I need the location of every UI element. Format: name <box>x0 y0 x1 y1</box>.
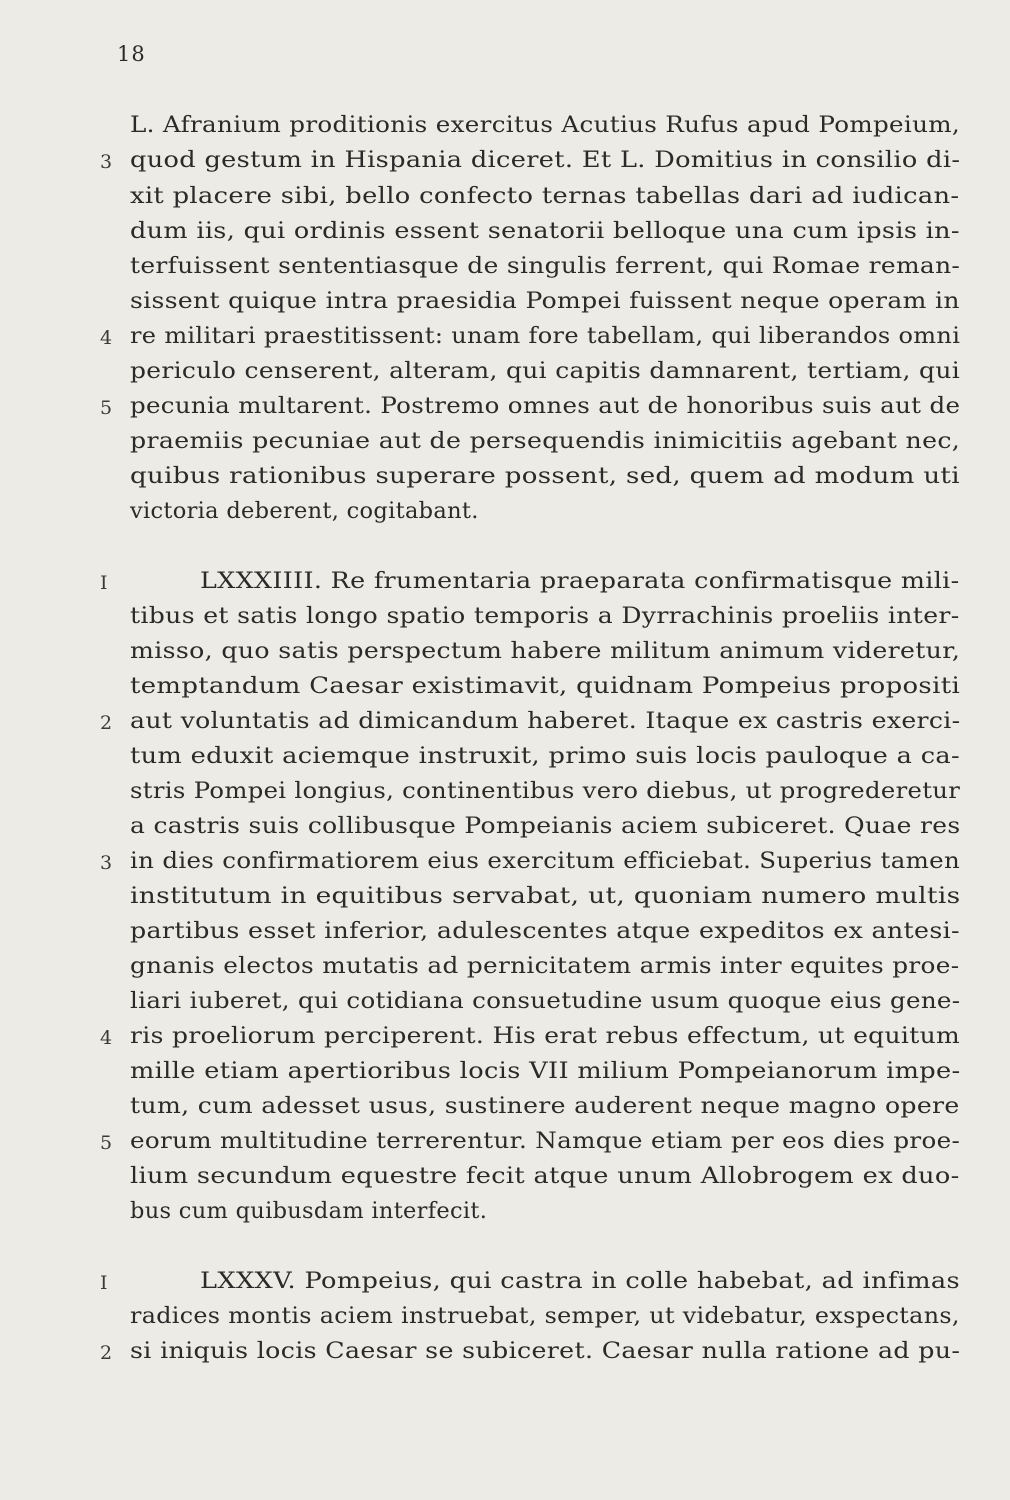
text-line: dum iis, qui ordinis essent senatorii belloque una cum ipsis in- <box>130 218 960 244</box>
text-line: quibus rationibus superare possent, sed, quem ad modum uti <box>130 463 960 489</box>
text-line: stris Pompei longius, continentibus vero diebus, ut progrederetur <box>130 778 961 804</box>
margin-section-number: 5 <box>100 397 113 419</box>
text-line: misso, quo satis perspectum habere militum animum videretur, <box>130 638 961 664</box>
text-line: sissent quique intra praesidia Pompei fuissent neque operam in <box>130 288 960 314</box>
page-number: 18 <box>117 42 146 66</box>
margin-section-number: I <box>100 572 108 594</box>
margin-section-number: 5 <box>100 1132 113 1154</box>
text-line: partibus esset inferior, adulescentes atque expeditos ex antesi- <box>130 918 960 944</box>
text-line: liari iuberet, qui cotidiana consuetudine usum quoque eius gene- <box>130 988 961 1014</box>
margin-section-number: 4 <box>100 1027 113 1049</box>
margin-section-number: I <box>100 1272 108 1294</box>
text-line: tum eduxit aciemque instruxit, primo suis locis pauloque a ca- <box>130 743 961 769</box>
text-line: victoria deberent, cogitabant. <box>130 498 479 524</box>
text-line: temptandum Caesar existimavit, quidnam Pompeius propositi <box>130 673 961 699</box>
text-line: a castris suis collibusque Pompeianis aciem subiceret. Quae res <box>130 813 961 839</box>
text-line: radices montis aciem instruebat, semper, ut videbatur, exspectans, <box>130 1303 960 1329</box>
text-line: si iniquis locis Caesar se subiceret. Caesar nulla ratione ad pu- <box>130 1338 961 1364</box>
text-line: quod gestum in Hispania diceret. Et L. Domitius in consilio di- <box>130 147 961 173</box>
text-line: eorum multitudine terrerentur. Namque etiam per eos dies proe- <box>130 1128 961 1154</box>
text-line: re militari praestitissent: unam fore tabellam, qui liberandos omni <box>130 323 961 349</box>
text-line: tibus et satis longo spatio temporis a Dyrrachinis proeliis inter- <box>130 603 960 629</box>
margin-section-number: 2 <box>100 712 113 734</box>
text-line: LXXXIIII. Re frumentaria praeparata confirmatisque mili- <box>200 568 960 594</box>
text-line: mille etiam apertioribus locis VII milium Pompeianorum impe- <box>130 1058 961 1084</box>
margin-section-number: 4 <box>100 327 113 349</box>
text-line: bus cum quibusdam interfecit. <box>130 1198 488 1224</box>
text-line: praemiis pecuniae aut de persequendis inimicitiis agebant nec, <box>130 428 961 454</box>
text-line: periculo censerent, alteram, qui capitis damnarent, tertiam, qui <box>130 358 961 384</box>
text-line: gnanis electos mutatis ad pernicitatem armis inter equites proe- <box>130 953 960 979</box>
text-line: xit placere sibi, bello confecto ternas tabellas dari ad iudican- <box>130 183 960 209</box>
text-line: in dies confirmatiorem eius exercitum efficiebat. Superius tamen <box>130 848 961 874</box>
text-line: terfuissent sententiasque de singulis ferrent, qui Romae reman- <box>130 253 961 279</box>
text-line: ris proeliorum perciperent. His erat rebus effectum, ut equitum <box>130 1023 961 1049</box>
margin-section-number: 3 <box>100 151 113 173</box>
text-line: LXXXV. Pompeius, qui castra in colle habebat, ad infimas <box>200 1268 961 1294</box>
text-line: pecunia multarent. Postremo omnes aut de honoribus suis aut de <box>130 393 961 419</box>
text-line: tum, cum adesset usus, sustinere auderent neque magno opere <box>130 1093 960 1119</box>
margin-section-number: 2 <box>100 1342 113 1364</box>
text-line: lium secundum equestre fecit atque unum Allobrogem ex duo- <box>130 1163 960 1189</box>
text-line: L. Afranium proditionis exercitus Acutius Rufus apud Pompeium, <box>130 112 961 138</box>
text-line: aut voluntatis ad dimicandum haberet. Itaque ex castris exerci- <box>130 708 961 734</box>
text-line: institutum in equitibus servabat, ut, quoniam numero multis <box>130 883 961 909</box>
margin-section-number: 3 <box>100 852 113 874</box>
